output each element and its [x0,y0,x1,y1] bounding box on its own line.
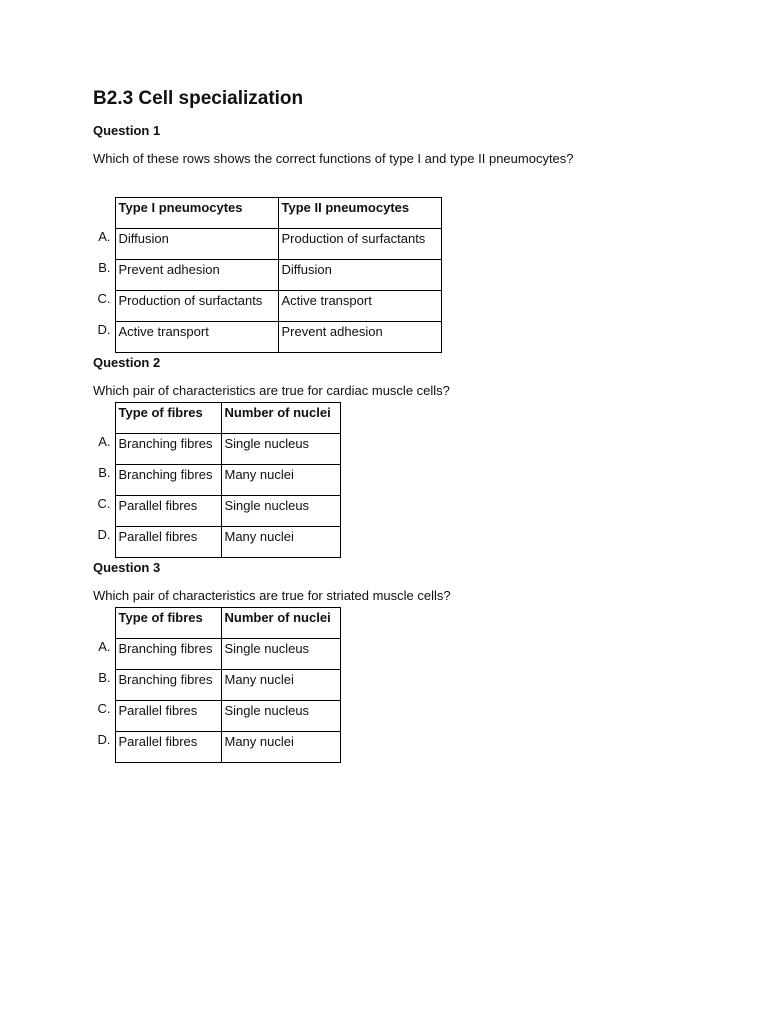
row-letter: D. [97,526,111,542]
table-row [93,732,340,763]
question-3 [93,559,713,763]
row-letter: C. [97,290,111,306]
column-header: Type II pneumocytes [278,198,441,229]
table-cell: Prevent adhesion [278,322,441,353]
row-letter: B. [98,669,111,685]
question-heading: Question 2 [93,355,161,370]
table-cell: Parallel fibres [115,496,221,527]
table-cell: Single nucleus [221,434,340,465]
table-cell: Active transport [278,291,441,322]
document-page [93,86,713,763]
table-header-row [93,403,340,434]
row-letter: C. [97,700,111,716]
page-title: B2.3 Cell specialization [93,88,304,109]
table-row [93,291,441,322]
row-letter: A. [98,228,111,244]
row-letter: A. [98,638,111,654]
table-cell: Branching fibres [115,465,221,496]
table-row [93,229,441,260]
answer-table [93,197,442,353]
table-header-row [93,608,340,639]
table-cell: Parallel fibres [115,701,221,732]
table-cell: Branching fibres [115,434,221,465]
question-heading: Question 1 [93,123,161,138]
table-cell: Single nucleus [221,701,340,732]
question-1 [93,122,713,353]
table-row [93,496,340,527]
table-row [93,260,441,291]
table-row [93,639,340,670]
row-letter: B. [98,259,111,275]
row-letter: B. [98,464,111,480]
question-text: Which pair of characteristics are true for striated muscle cells? [93,588,451,603]
table-cell: Parallel fibres [115,732,221,763]
table-cell: Single nucleus [221,496,340,527]
table-header-row [93,198,441,229]
table-cell: Diffusion [115,229,278,260]
table-cell: Parallel fibres [115,527,221,558]
table-row [93,322,441,353]
table-cell: Many nuclei [221,527,340,558]
table-cell: Production of surfactants [278,229,441,260]
column-header: Number of nuclei [221,608,340,639]
table-cell: Many nuclei [221,670,340,701]
question-text: Which pair of characteristics are true for cardiac muscle cells? [93,383,450,398]
row-letter [93,608,115,639]
row-letter: D. [97,731,111,747]
answer-table [93,402,341,558]
column-header: Type of fibres [115,403,221,434]
row-letter [93,403,115,434]
column-header: Type of fibres [115,608,221,639]
table-row [93,434,340,465]
table-cell: Prevent adhesion [115,260,278,291]
row-letter: A. [98,433,111,449]
question-heading: Question 3 [93,560,161,575]
row-letter: D. [97,321,111,337]
table-row [93,527,340,558]
table-cell: Diffusion [278,260,441,291]
table-row [93,701,340,732]
table-cell: Branching fibres [115,639,221,670]
table-cell: Active transport [115,322,278,353]
table-cell: Single nucleus [221,639,340,670]
table-cell: Many nuclei [221,465,340,496]
table-cell: Production of surfactants [115,291,278,322]
row-letter [93,198,115,229]
table-row [93,670,340,701]
question-2 [93,354,713,558]
question-text: Which of these rows shows the correct functions of type I and type II pneumocytes? [93,151,574,166]
table-row [93,465,340,496]
column-header: Type I pneumocytes [115,198,278,229]
table-cell: Branching fibres [115,670,221,701]
table-cell: Many nuclei [221,732,340,763]
row-letter: C. [97,495,111,511]
column-header: Number of nuclei [221,403,340,434]
answer-table [93,607,341,763]
